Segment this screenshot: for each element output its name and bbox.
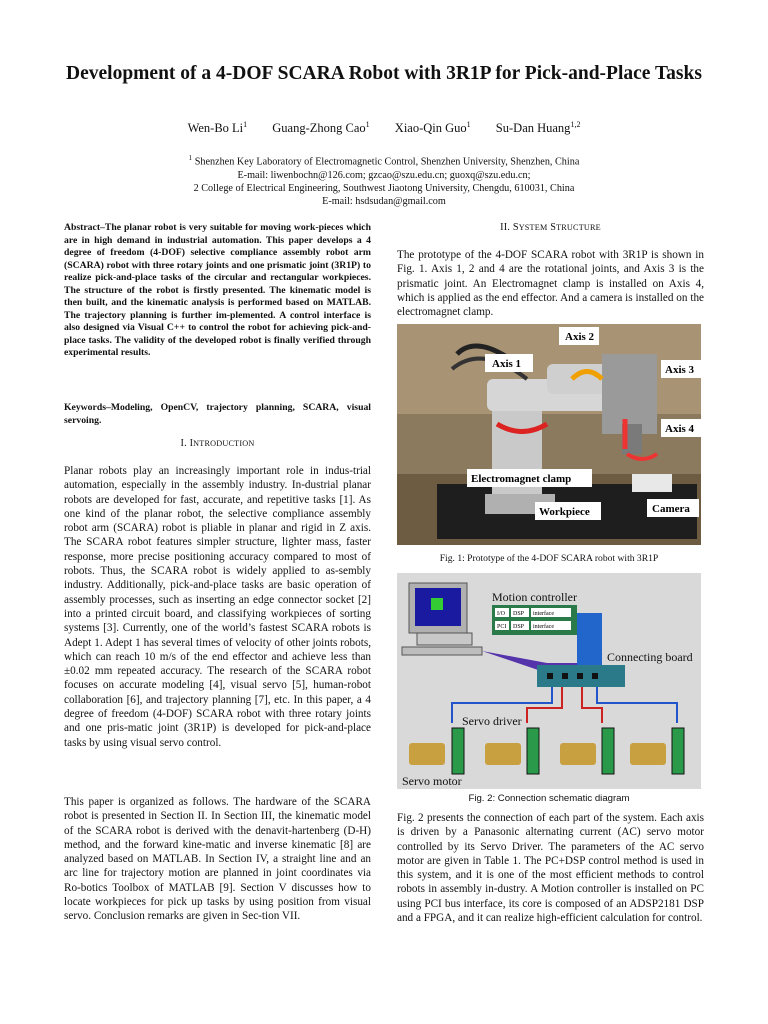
figure-connection-schematic (397, 573, 701, 789)
label-workpiece: Workpiece (539, 506, 590, 518)
svg-text:DSP: DSP (513, 624, 525, 630)
section-heading-system-structure: II. SYSTEM STRUCTURE (500, 222, 601, 233)
label-axis-3: Axis 3 (665, 364, 695, 376)
label-motion-controller: Motion controller (492, 590, 577, 604)
paper-title: Development of a 4-DOF SCARA Robot with 3R1P for Pick-and-Place Tasks (66, 63, 702, 84)
affiliation-email-1: E-mail: liwenbochn@126.com; gzcao@szu.edu.cn; guoxq@szu.edu.cn; (237, 169, 531, 181)
keywords: Keywords–Modeling, OpenCV, trajectory planning, SCARA, visual servoing. (64, 402, 371, 426)
label-servo-driver: Servo driver (462, 714, 522, 728)
label-axis-2: Axis 2 (565, 331, 595, 343)
label-axis-1: Axis 1 (492, 358, 522, 370)
author: Xiao-Qin Guo$^1$ (394, 120, 471, 136)
abstract: Abstract–The planar robot is very suitable for moving work-pieces which are in high demand in industrial automation. This paper develops a 4 degree of freedom (4-DOF) selective compliance assembly robot arm (SCARA) robot with three rotary joints and one prismatic joint (3R1P) to realize pick-and-place tasks of the circular and rectangular workpieces. The structure of the robot is firstly presented. The kinematic model is then built, and the kinematic analysis is performed based on MATLAB. The trajectory planning is further im-plemented. A control interface is also designed via Visual C++ to control the robot for achieving pick-and-place tasks. The validity of the developed robot is finally verified through experimental results. (64, 222, 371, 358)
author: Su-Dan Huang$^{1,2}$ (495, 120, 581, 136)
intro-paragraph-2: This paper is organized as follows. The hardware of the SCARA robot is presented in Section II. In Section III, the kinematic model of the SCARA robot is derived with the denavit-hartenberg (D-H) method, and the forward kine-matic and inverse kinematic [8] are analyzed based on MATLAB. In Section IV, a straight line and an arc line for trajectory motion are planned in joint coordinates via Ro-botics Toolbox of MATLAB [9]. Section V discusses how to locate workpieces for pick up tasks by using position from visual servo. Conclusion remarks are given in Sec-tion VII. (64, 796, 371, 923)
affiliation-email-2: E-mail: hsdsudan@gmail.com (322, 196, 446, 207)
connection-diagram (397, 573, 701, 789)
svg-text:DSP: DSP (513, 611, 525, 617)
svg-text:I/O: I/O (497, 611, 505, 617)
system-paragraph-2: Fig. 2 presents the connection of each part of the system. Each axis is driven by a Panasonic alternating current (AC) servo motor controlled by its Servo Driver. The parameters of the AC servo motor are given in Table 1. The PC+DSP control method is used in this system, and it is one of the most efficient methods to control robots in assembly in-dustry. A Motion controller is installed on PC using PCI bus interface, its core is composed of an ADSP2181 DSP and a FPGA, and it can realize high-efficient calculation for control. (397, 812, 704, 925)
svg-text:interface: interface (533, 624, 554, 630)
affiliation-2: 2 College of Electrical Engineering, Southwest Jiaotong University, Chengdu, 610031, China (193, 182, 575, 194)
intro-paragraph-1: Planar robots play an increasingly important role in indus-trial automation, especially in the assembly industry. In-dustrial planar robots are developed for fast, accurate, and repetitive tasks [1]. As one kind of the planar robot, the selective compliance assembly robot arm (SCARA) robot is pliable in planar and rigid in Z axis. The SCARA robot features simpler structure, lighter mass, faster response, more precise positioning accuracy compared to most of robots. Thus, the SCARA robot is widely applied to as-sembly industry. Additionally, pick-and-place tasks are basic operation of assembly processes, such as inserting an edge connector socket [2] into a printed circuit board, and classifying workpieces of sorting systems [3]. Currently, one of the world’s fastest SCARA robots is Adept 1. Adept 1 has several times of velocity of other joints robots, which can reach 10 m/s of the end effector and achieve less than ±0.02 mm repeated accuracy. The research of the SCARA robot focuses on accurate modeling [4], visual servo [5], human-robot collaboration [6], and trajectory planning [7], etc. In this paper, a 4 degree of freedom (4-DOF) SCARA robot with three rotary joints and one pris-matic joint (3R1P) is developed for pick-and-place tasks by using visual servo control. (64, 465, 371, 749)
svg-text:interface: interface (533, 611, 554, 617)
label-axis-4: Axis 4 (665, 423, 695, 435)
author: Wen-Bo Li$^1$ (187, 120, 248, 136)
author-list (40, 120, 728, 136)
label-camera: Camera (652, 503, 690, 515)
author: Guang-Zhong Cao$^1$ (272, 120, 370, 136)
affiliations: $^1$ Shenzhen Key Laboratory of Electromagnetic Control, Shenzhen University, Shenzhen, China E-mail: liwenbochn@126.com; gzcao@szu.edu.cn; guoxq@szu.edu.cn; 2 College of Electrical Engineering, Southwest Jiaotong University, Chengdu, 610031, China E-mail: hsdsudan@gmail.com (40, 152, 728, 208)
figure-2-caption: Fig. 2: Connection schematic diagram (468, 793, 630, 804)
label-connecting-board: Connecting board (607, 650, 693, 664)
robot-photo (397, 324, 701, 545)
svg-text:PCI: PCI (497, 624, 507, 630)
affiliation-1: Shenzhen Key Laboratory of Electromagnetic Control, Shenzhen University, Shenzhen, China (194, 156, 580, 168)
figure-robot-photo (397, 324, 701, 545)
section-heading-introduction: I. INTRODUCTION (180, 438, 255, 449)
figure-1-caption: Fig. 1: Prototype of the 4-DOF SCARA robot with 3R1P (439, 553, 659, 564)
label-servo-motor: Servo motor (402, 774, 462, 788)
label-electromagnet-clamp: Electromagnet clamp (471, 473, 572, 485)
system-paragraph-1: The prototype of the 4-DOF SCARA robot with 3R1P is shown in Fig. 1. Axis 1, 2 and 4 are the rotational joints, and Axis 3 is the prismatic joint. An Electromagnet clamp is installed on Axis 4, which is applied as the end effector. And a camera is installed on the electromagnet clamp. (397, 249, 704, 319)
